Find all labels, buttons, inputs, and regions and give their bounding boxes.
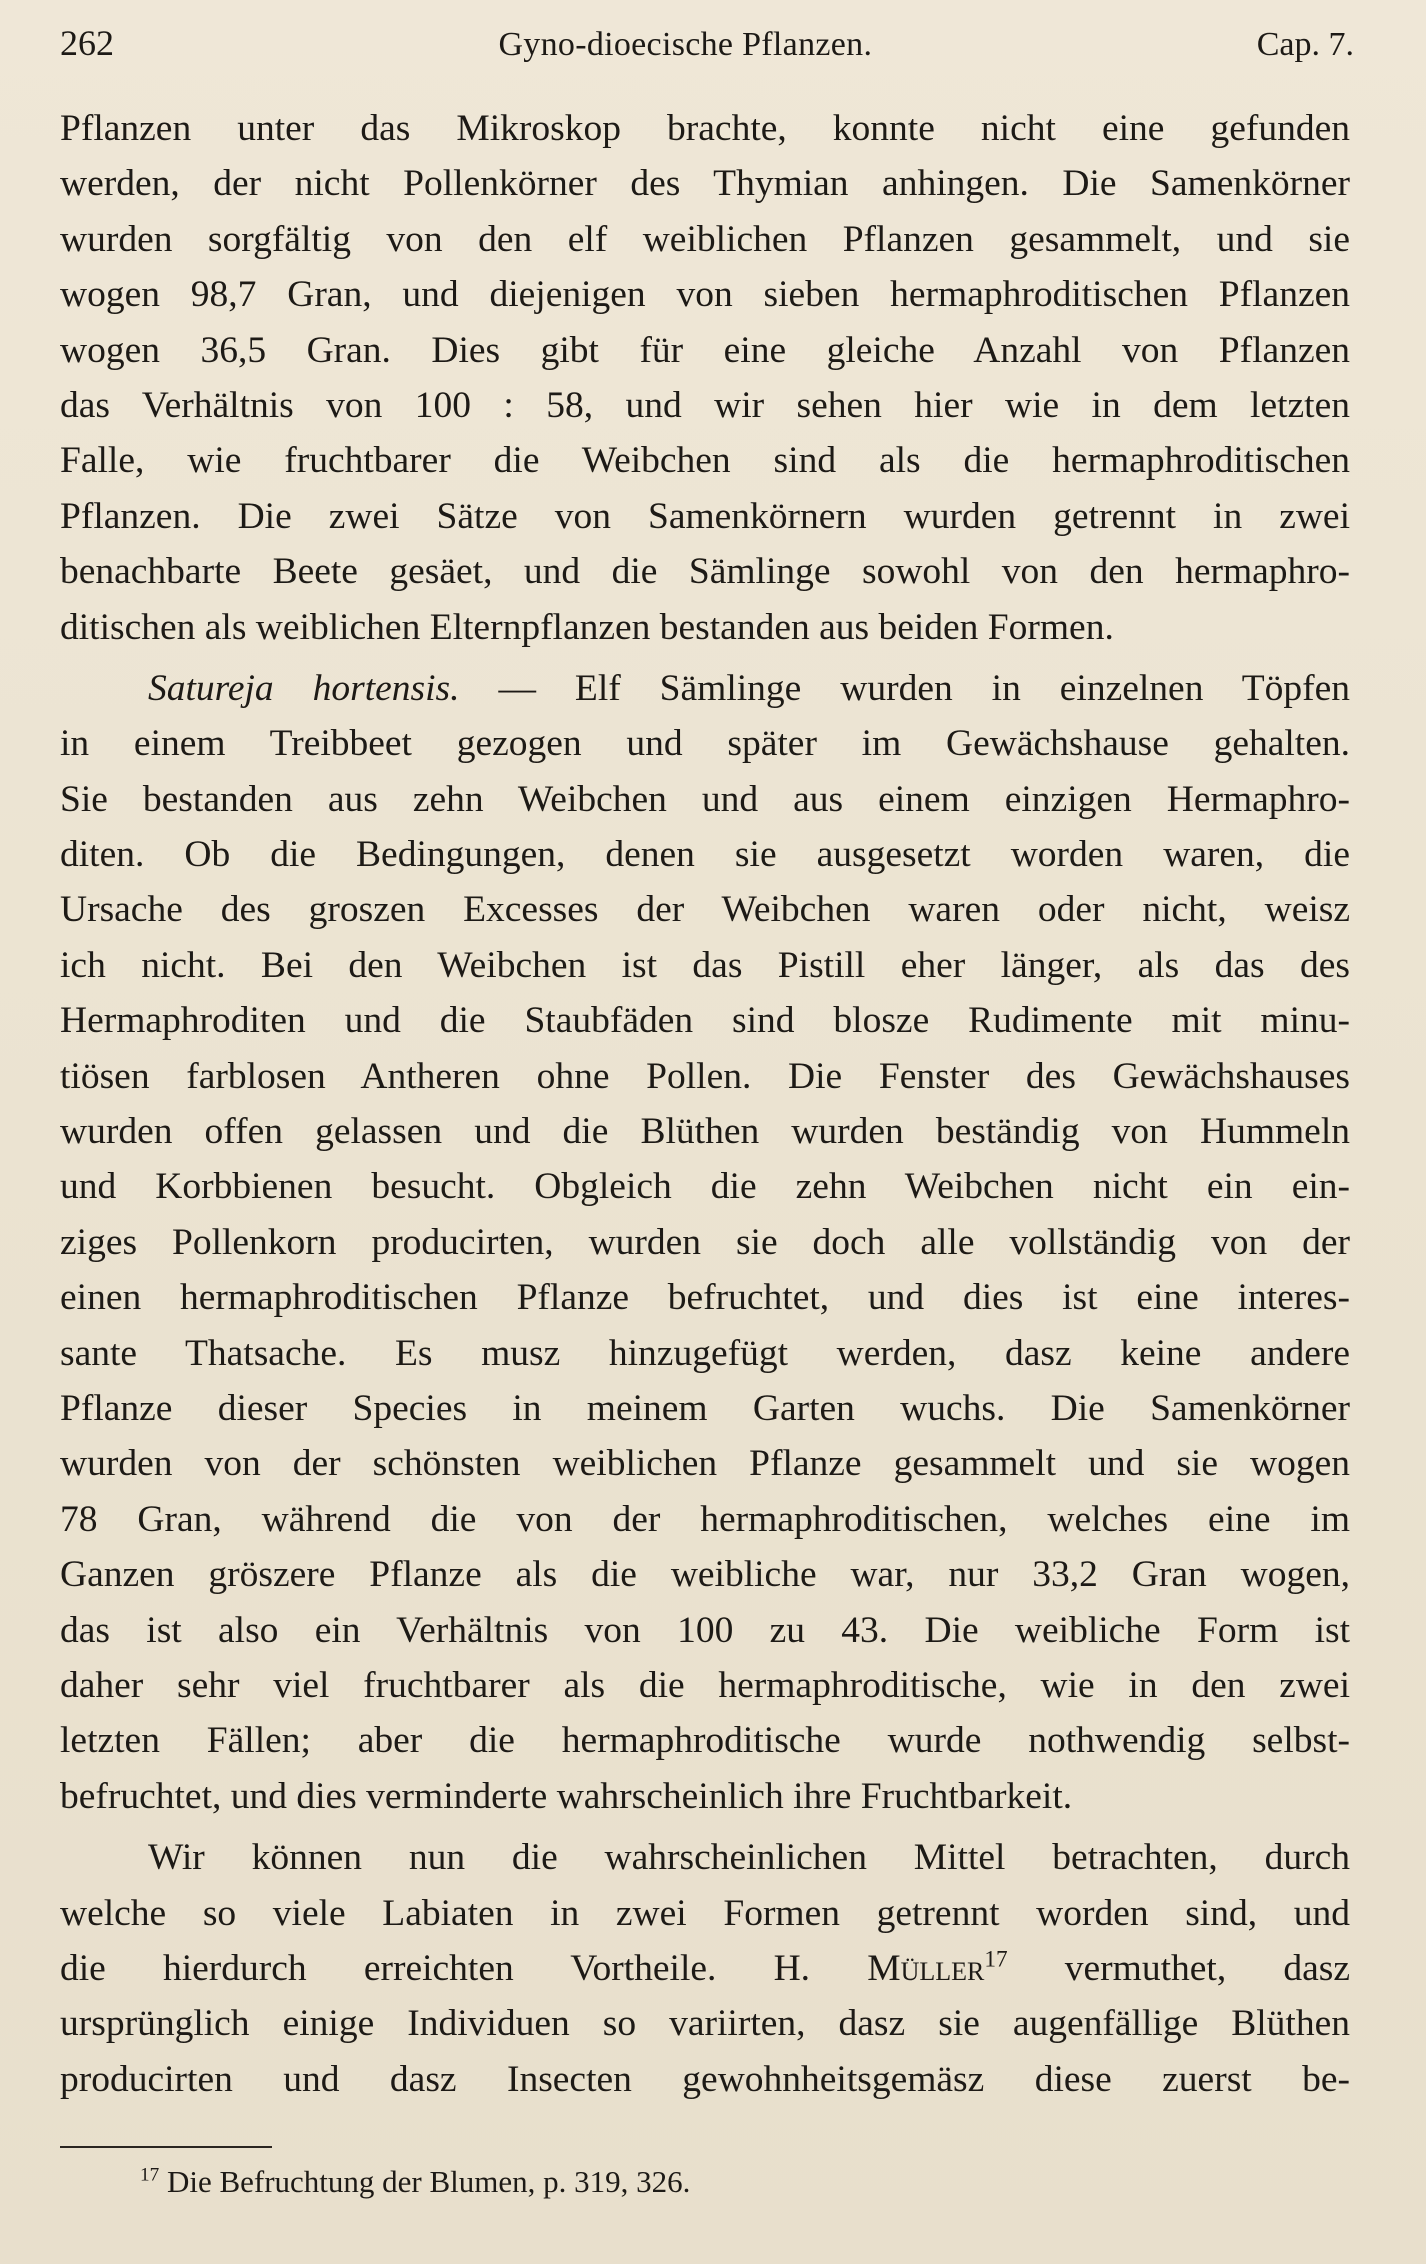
body-text [60, 101, 1350, 2107]
paragraph-labiaten [60, 1830, 1350, 2107]
text-line: Pflanzen. Die zwei Sätze von Samenkörnern wurden getrennt in zwei [60, 495, 1350, 537]
text-line: daher sehr viel fruchtbarer als die hermaphroditische, wie in den zwei [60, 1664, 1350, 1706]
author-name: Müller [867, 1947, 985, 1989]
footnote-reference[interactable]: 17 [984, 1946, 1008, 1973]
text-line: wurden offen gelassen und die Blüthen wurden beständig von Hummeln [60, 1111, 1350, 1153]
text-segment: die hierdurch erreichten Vortheile. H. [60, 1947, 811, 1989]
text-line: producirten und dasz Insecten gewohnheitsgemäsz diese zuerst be- [60, 2058, 1350, 2100]
text-line: welche so viele Labiaten in zwei Formen getrennt worden sind, und [60, 1892, 1350, 1934]
text-line: befruchtet, und dies verminderte wahrscheinlich ihre Fruchtbarkeit. [60, 1775, 1073, 1817]
running-title: Gyno-dioecische Pflanzen. [498, 26, 873, 63]
text-line: letzten Fällen; aber die hermaphroditische wurde nothwendig selbst- [60, 1720, 1350, 1762]
text-line: das Verhältnis von 100 : 58, und wir sehen hier wie in dem letzten [60, 384, 1350, 426]
text-line: werden, der nicht Pollenkörner des Thymian anhingen. Die Samenkörner [60, 163, 1350, 205]
text-line: Pflanzen unter das Mikroskop brachte, konnte nicht eine gefunden [60, 108, 1350, 149]
page-header [60, 22, 1354, 78]
text-line: und Korbbienen besucht. Obgleich die zehn Weibchen nicht ein ein- [60, 1166, 1350, 1208]
text-line: Pflanze dieser Species in meinem Garten wuchs. Die Samenkörner [60, 1387, 1350, 1429]
text-segment: vermuthet, dasz [1064, 1947, 1351, 1989]
text-line-first [60, 661, 1350, 716]
text-line-with-author [60, 1941, 1350, 1996]
text-line: wogen 98,7 Gran, und diejenigen von sieben hermaphroditischen Pflanzen [60, 274, 1350, 316]
text-line: wurden sorgfältig von den elf weiblichen Pflanzen gesammelt, und sie [60, 218, 1350, 260]
text-line: Hermaphroditen und die Staubfäden sind blosze Rudimente mit minu- [60, 1000, 1350, 1042]
text-line: Ursache des groszen Excesses der Weibchen waren oder nicht, weisz [60, 889, 1350, 931]
chapter-label: Cap. 7. [1256, 26, 1354, 63]
footnote [140, 2160, 690, 2204]
footnote-number: 17 [140, 2164, 160, 2186]
page-number: 262 [60, 23, 114, 63]
footnote-text: Die Befruchtung der Blumen, p. 319, 326. [166, 2164, 691, 2199]
text-segment: — Elf Sämlinge wurden in einzelnen Töpfen [498, 667, 1350, 709]
text-line: einen hermaphroditischen Pflanze befruchtet, und dies ist eine interes- [60, 1277, 1350, 1319]
text-line: wurden von der schönsten weiblichen Pflanze gesammelt und sie wogen [60, 1443, 1350, 1485]
text-line: ich nicht. Bei den Weibchen ist das Pistill eher länger, als das des [60, 944, 1350, 986]
text-line: ditischen als weiblichen Elternpflanzen bestanden aus beiden Formen. [60, 606, 1114, 648]
text-line: wogen 36,5 Gran. Dies gibt für eine gleiche Anzahl von Pflanzen [60, 329, 1350, 371]
text-line: in einem Treibbeet gezogen und später im Gewächshause gehalten. [60, 723, 1350, 765]
text-line: ursprünglich einige Individuen so variirten, dasz sie augenfällige Blüthen [60, 2003, 1350, 2045]
footnote-divider [60, 2146, 272, 2148]
species-name: Satureja hortensis. [148, 667, 460, 709]
paragraph-satureja [60, 661, 1350, 1824]
text-line: tiösen farblosen Antheren ohne Pollen. Die Fenster des Gewächshauses [60, 1055, 1350, 1097]
text-line: diten. Ob die Bedingungen, denen sie ausgesetzt worden waren, die [60, 834, 1350, 876]
text-line: sante Thatsache. Es musz hinzugefügt werden, dasz keine andere [60, 1332, 1350, 1374]
text-line: Sie bestanden aus zehn Weibchen und aus einem einzigen Hermaphro- [60, 778, 1350, 820]
text-line-first: Wir können nun die wahrscheinlichen Mittel betrachten, durch [148, 1837, 1350, 1879]
text-line: 78 Gran, während die von der hermaphroditischen, welches eine im [60, 1498, 1350, 1540]
text-line: Falle, wie fruchtbarer die Weibchen sind als die hermaphroditischen [60, 440, 1350, 482]
text-line: benachbarte Beete gesäet, und die Sämlinge sowohl von den hermaphro- [60, 551, 1350, 593]
text-line: ziges Pollenkorn producirten, wurden sie doch alle vollständig von der [60, 1221, 1350, 1263]
text-line: Ganzen gröszere Pflanze als die weibliche war, nur 33,2 Gran wogen, [60, 1554, 1350, 1596]
text-line: das ist also ein Verhältnis von 100 zu 43. Die weibliche Form ist [60, 1609, 1350, 1651]
paragraph-thymus [60, 101, 1350, 655]
